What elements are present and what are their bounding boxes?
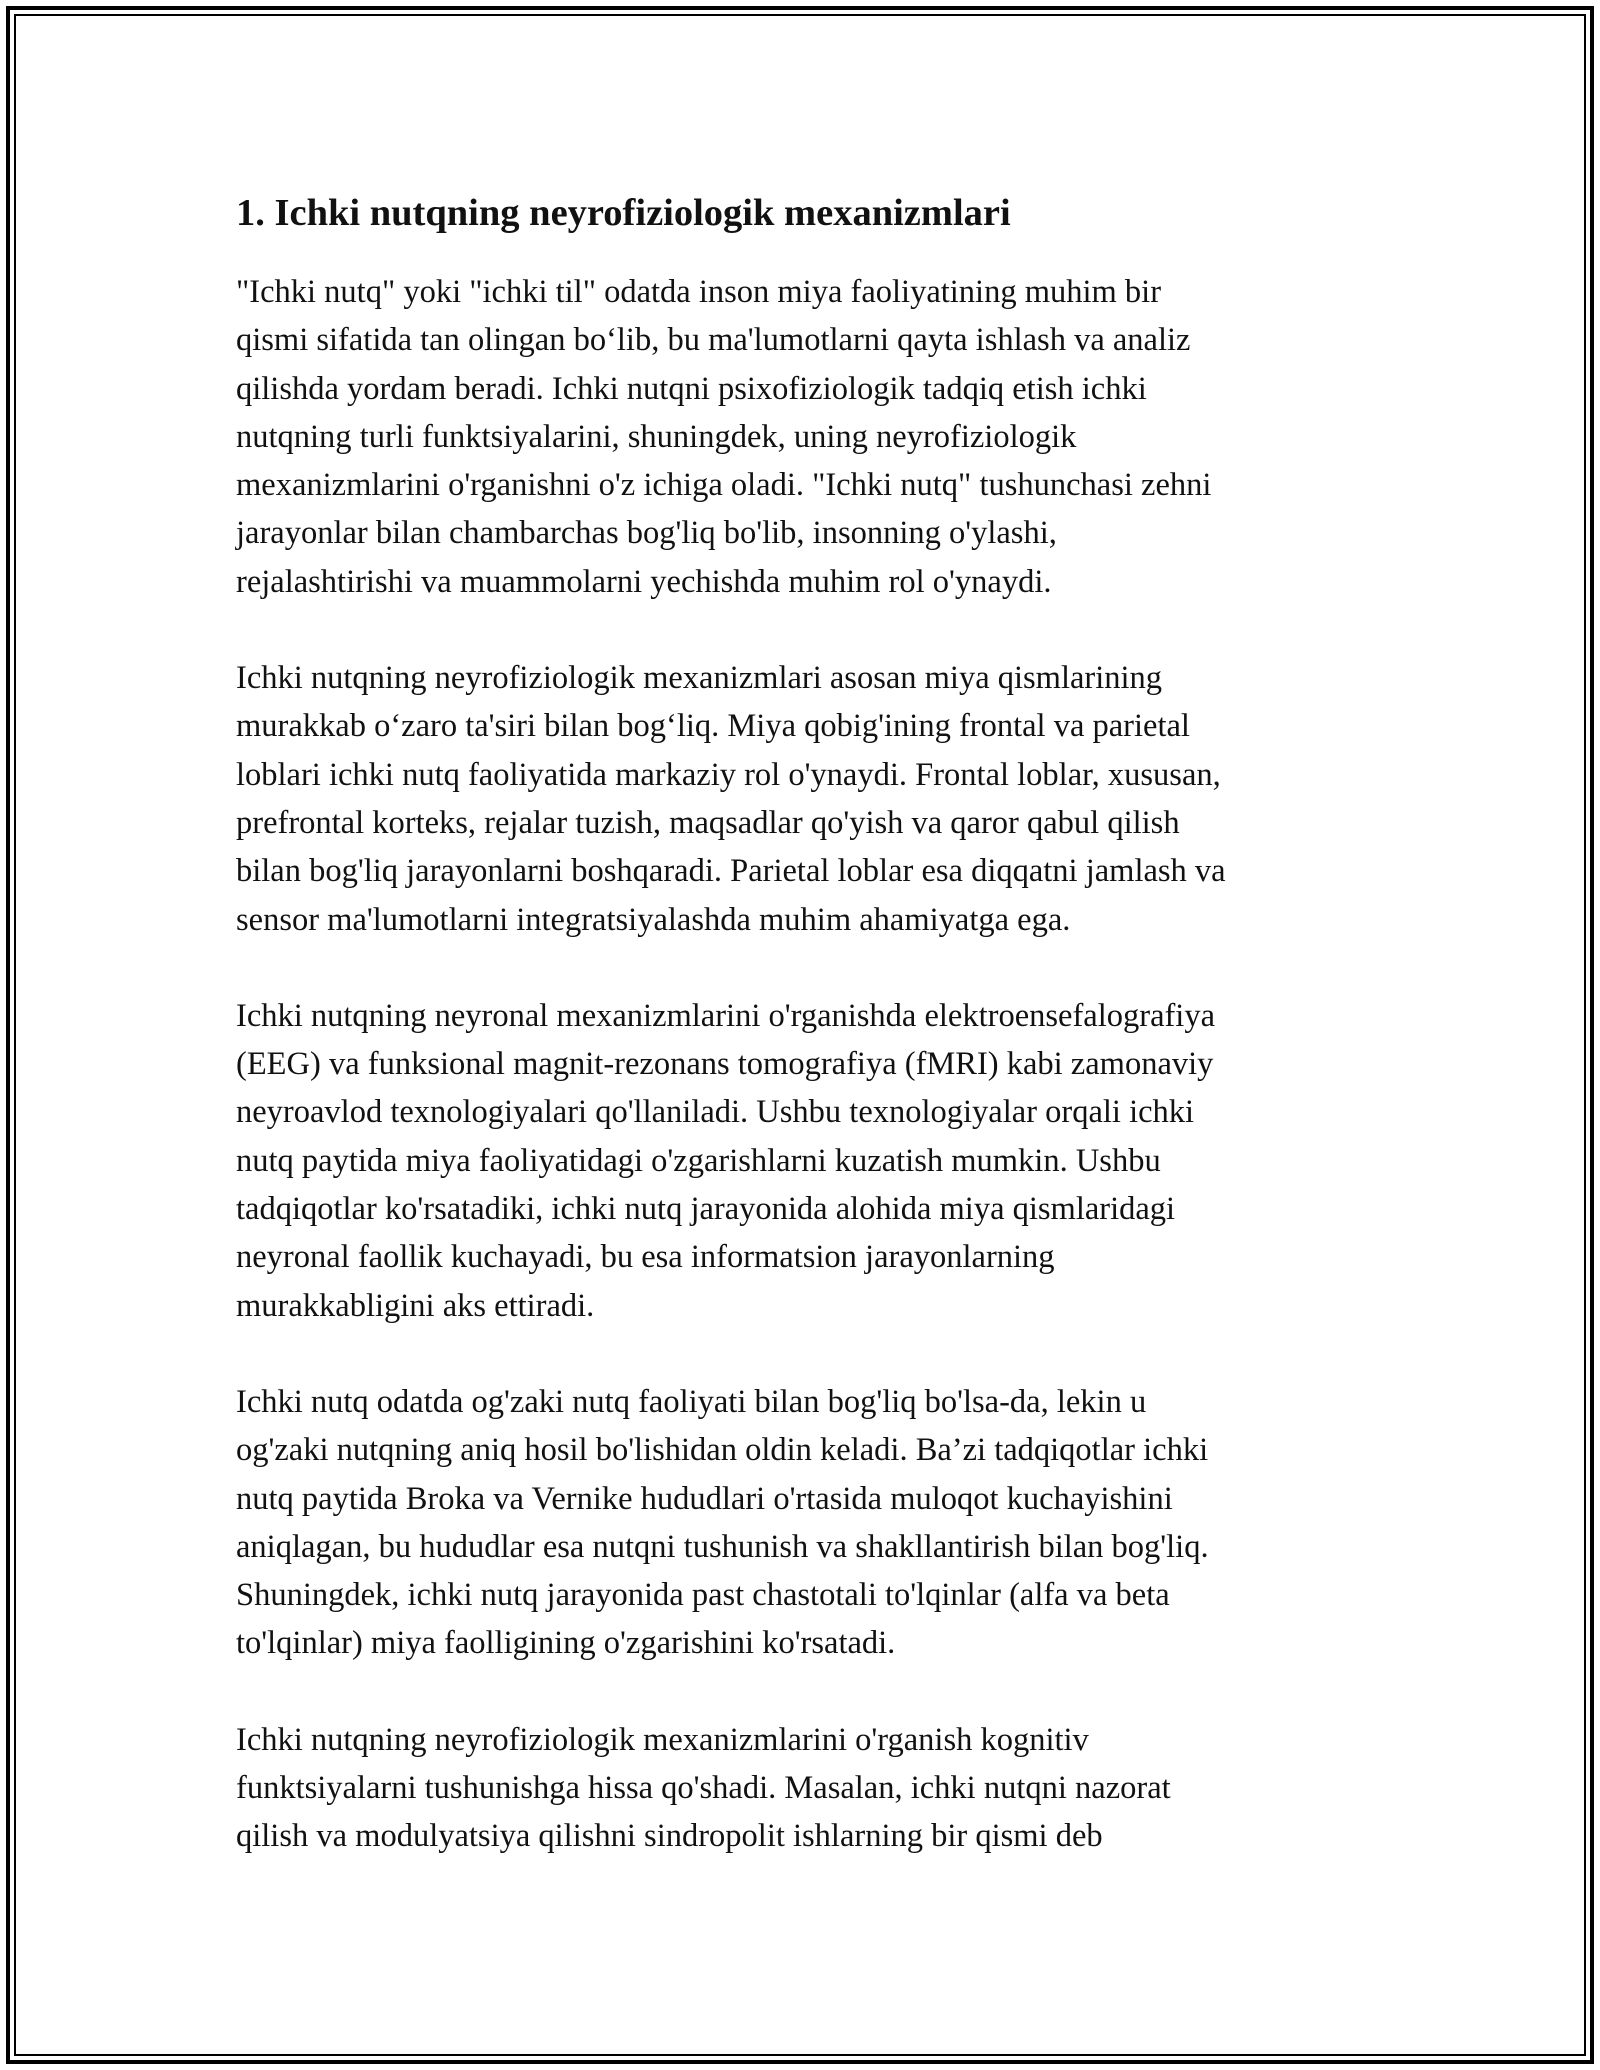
text-line: "Ichki nutq" yoki "ichki til" odatda inson miya faoliyatining muhim bir: [236, 274, 1162, 310]
text-line: aniqlagan, bu hududlar esa nutqni tushunish va shakllantirish bilan bog'liq.: [236, 1528, 1209, 1565]
text-line: Ichki nutqning neyronal mexanizmlarini o'rganishda elektroensefalografiya: [236, 997, 1216, 1034]
paragraph-3: [236, 992, 1366, 1330]
text-line: bilan bog'liq jarayonlarni boshqaradi. Parietal loblar esa diqqatni jamlash va: [236, 853, 1226, 890]
text-line: Shuningdek, ichki nutq jarayonida past chastotali to'lqinlar (alfa va beta: [236, 1577, 1170, 1614]
text-line: funktsiyalarni tushunishga hissa qo'shadi. Masalan, ichki nutqni nazorat: [236, 1770, 1171, 1807]
text-line: murakkabligini aks ettiradi.: [236, 1287, 595, 1324]
text-line: tadqiqotlar ko'rsatadiki, ichki nutq jarayonida alohida miya qismlaridagi: [236, 1191, 1176, 1228]
text-line: loblari ichki nutq faoliyatida markaziy rol o'ynaydi. Frontal loblar, xususan,: [236, 756, 1221, 793]
text-line: neyroavlod texnologiyalari qo'llaniladi. Ushbu texnologiyalar orqali ichki: [236, 1094, 1195, 1131]
paragraph-5: [236, 1716, 1366, 1861]
text-line: Ichki nutqning neyrofiziologik mexanizmlarini o'rganish kognitiv: [236, 1721, 1089, 1758]
text-line: nutq paytida Broka va Vernike hududlari o'rtasida muloqot kuchayishini: [236, 1480, 1173, 1517]
text-line: rejalashtirishi va muammolarni yechishda muhim rol o'ynaydi.: [236, 563, 1052, 600]
paragraph-4: [236, 1378, 1366, 1668]
text-line: jarayonlar bilan chambarchas bog'liq bo'lib, insonning o'ylashi,: [236, 515, 1057, 552]
text-line: Ichki nutq odatda og'zaki nutq faoliyati bilan bog'liq bo'lsa-da, lekin u: [236, 1383, 1147, 1420]
text-line: Ichki nutqning neyrofiziologik mexanizmlari asosan miya qismlarining: [236, 660, 1163, 697]
text-line: qilish va modulyatsiya qilishni sindropolit ishlarning bir qismi deb: [236, 1818, 1103, 1855]
text-line: neyronal faollik kuchayadi, bu esa informatsion jarayonlarning: [236, 1239, 1055, 1276]
section-heading: 1. Ichki nutqning neyrofiziologik mexanizmlari: [236, 192, 1011, 234]
paragraph-2: [236, 654, 1366, 944]
text-line: sensor ma'lumotlarni integratsiyalashda muhim ahamiyatga ega.: [236, 901, 1071, 938]
text-line: qilishda yordam beradi. Ichki nutqni psixofiziologik tadqiq etish ichki: [236, 370, 1147, 407]
text-line: murakkab o‘zaro ta'siri bilan bog‘liq. Miya qobig'ining frontal va parietal: [236, 708, 1190, 745]
text-line: nutqning turli funktsiyalarini, shuningdek, uning neyrofiziologik: [236, 418, 1077, 455]
text-line: (EEG) va funksional magnit-rezonans tomografiya (fMRI) kabi zamonaviy: [236, 1046, 1214, 1083]
text-line: prefrontal korteks, rejalar tuzish, maqsadlar qo'yish va qaror qabul qilish: [236, 804, 1180, 841]
document-body: [236, 180, 1366, 1909]
text-line: mexanizmlarini o'rganishni o'z ichiga oladi. "Ichki nutq" tushunchasi zehni: [236, 467, 1212, 504]
text-line: og'zaki nutqning aniq hosil bo'lishidan oldin keladi. Ba’zi tadqiqotlar ichki: [236, 1432, 1209, 1469]
text-line: qismi sifatida tan olingan bo‘lib, bu ma'lumotlarni qayta ishlash va analiz: [236, 322, 1191, 359]
text-line: to'lqinlar) miya faolligining o'zgarishini ko'rsatadi.: [236, 1625, 896, 1662]
paragraph-1: [236, 268, 1366, 606]
text-line: nutq paytida miya faoliyatidagi o'zgarishlarni kuzatish mumkin. Ushbu: [236, 1142, 1161, 1179]
